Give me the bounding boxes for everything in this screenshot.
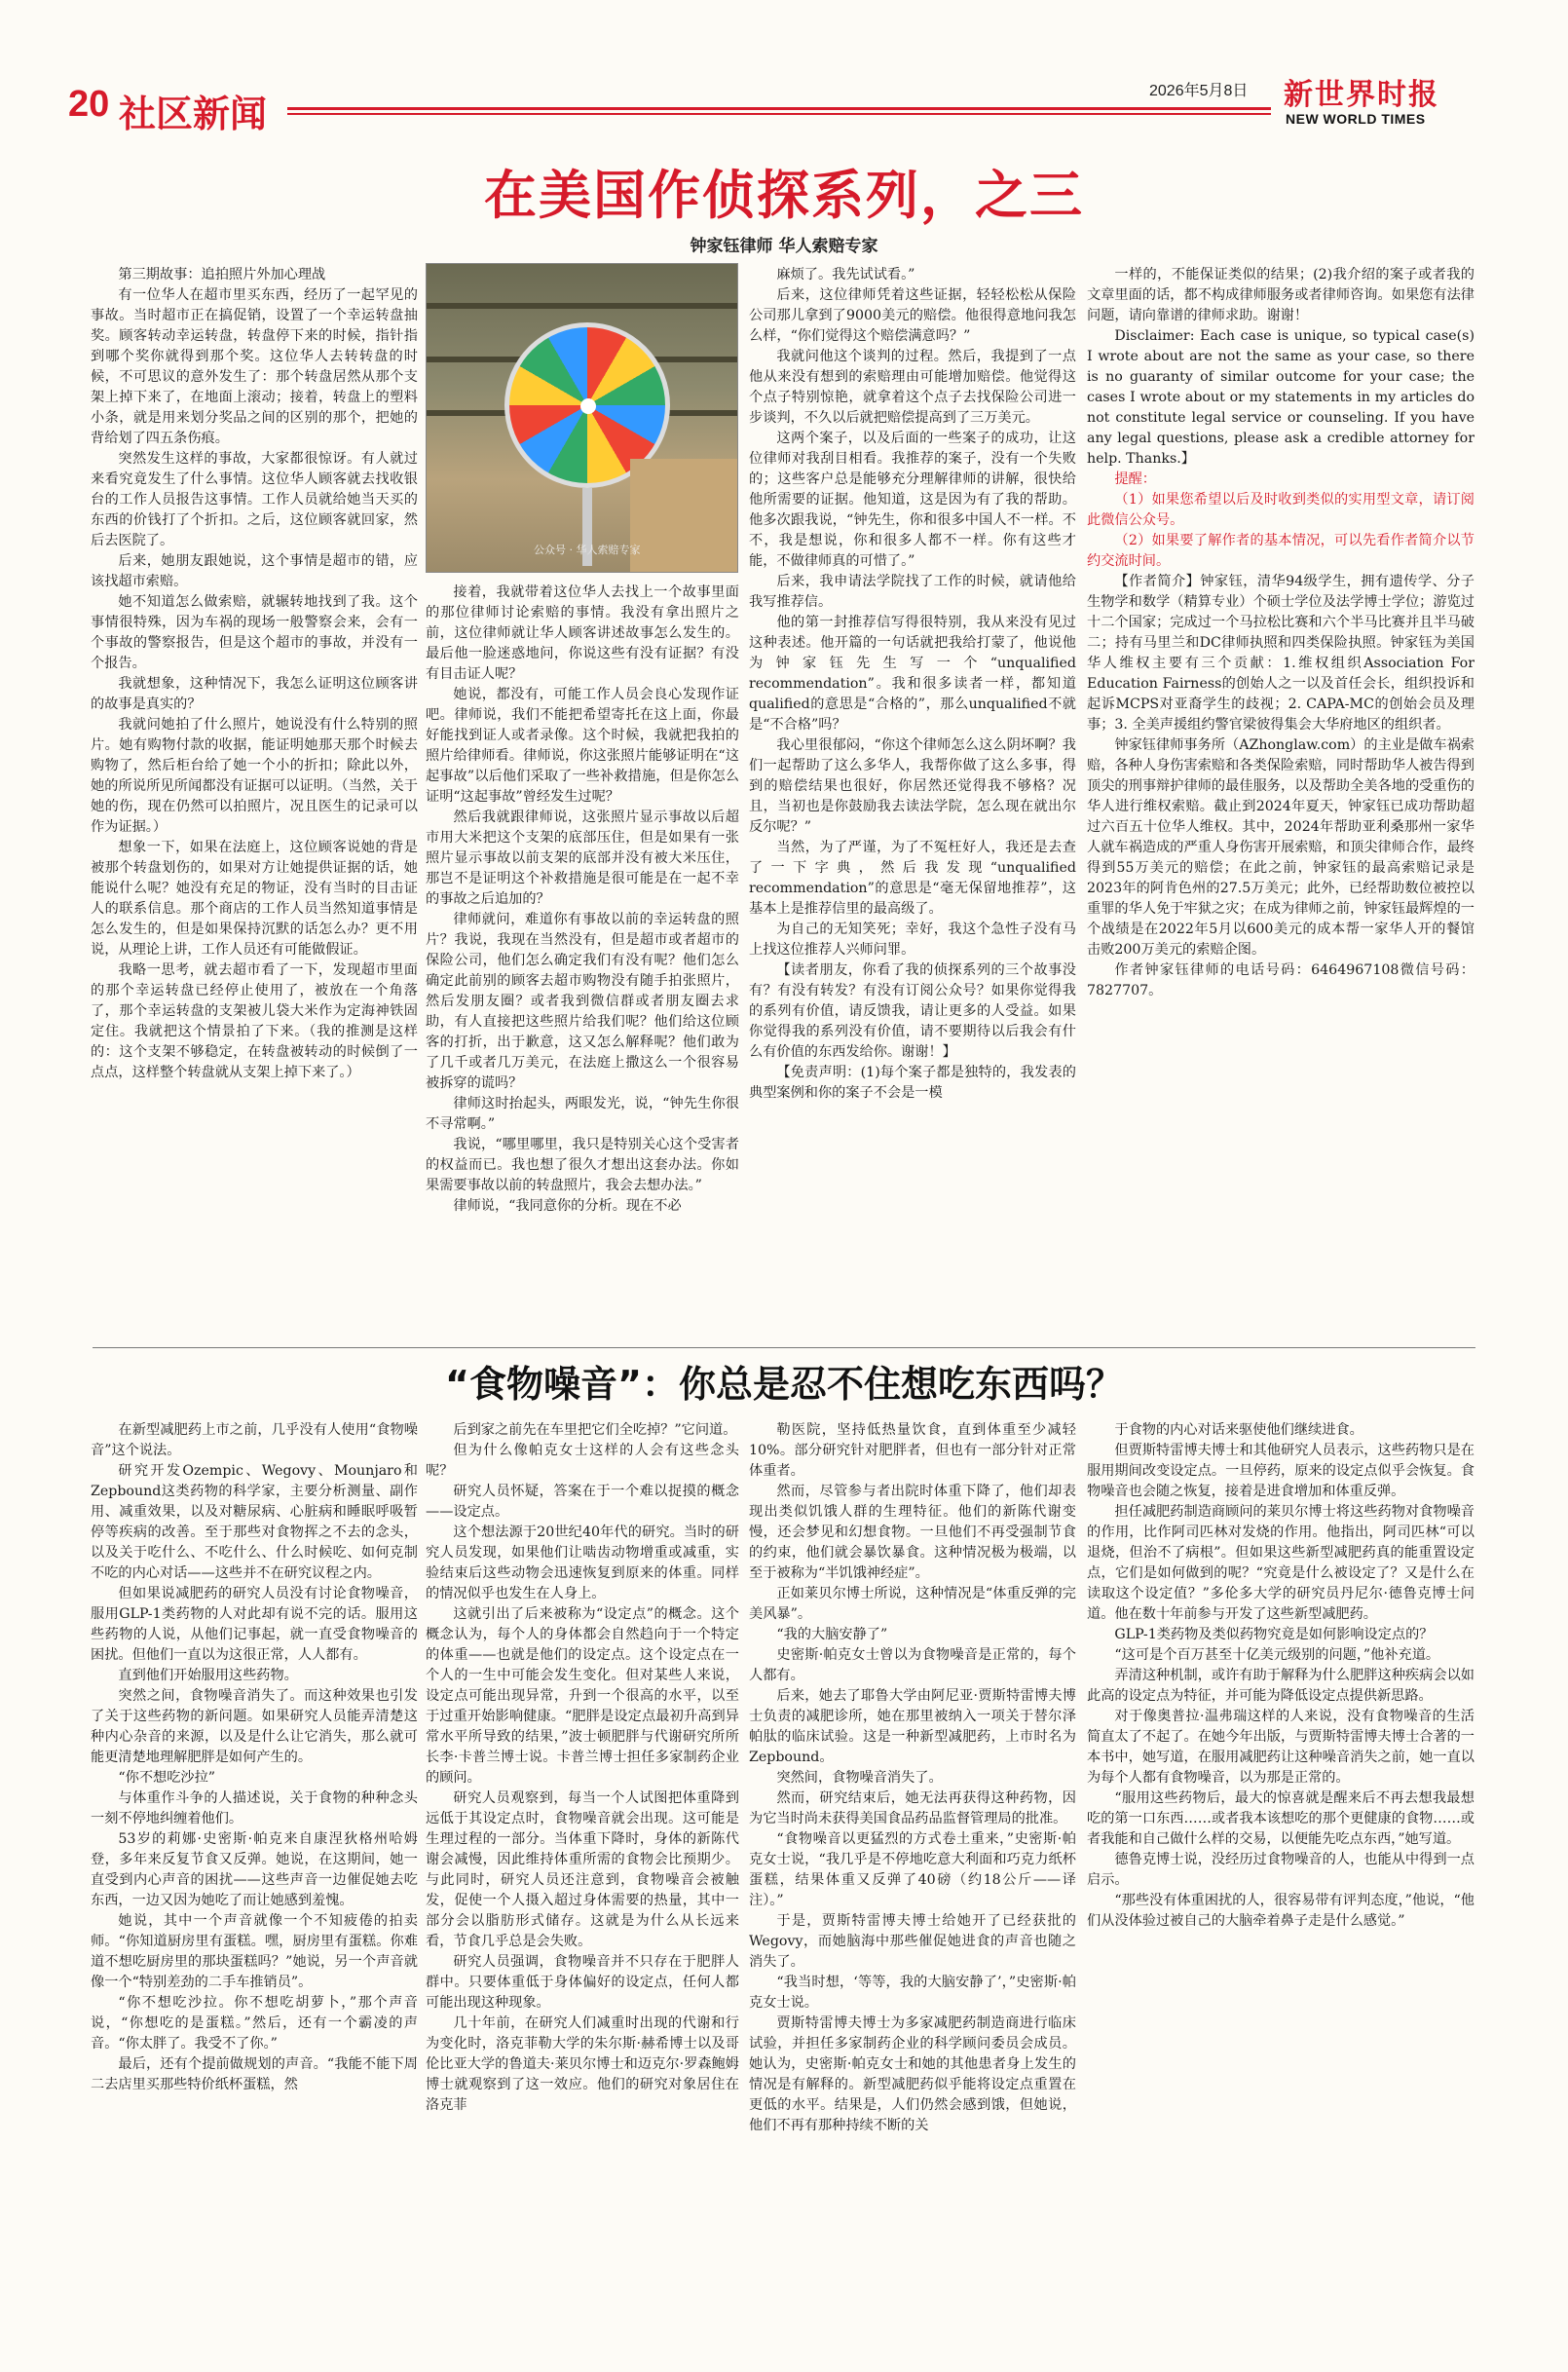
paragraph: 研究人员强调，食物噪音并不只存在于肥胖人群中。只要体重低于身体偏好的设定点，任何人都可能出现这种现象。 <box>426 1954 739 2011</box>
paragraph: 【作者简介】钟家钰，清华94级学生，拥有遗传学、分子生物学和数学（精算专业）个硕士学位及法学博士学位；游览过十二个国家；完成过一个马拉松比赛和六个半马比赛并且半马破二；持有马里兰和DC律师执照和四类保险执照。钟家钰为美国华人维权主要有三个贡献：1.维权组织Association For Education Fairness的创始人之一以及首任会长，组织投诉和起诉MCPS对亚裔学生的歧视；2. CAPA-MC的创始会员及理事；3. 全美声援组约警官梁彼得集会大华府地区的组织者。 <box>1087 574 1475 733</box>
newspaper-name-en: NEW WORLD TIMES <box>1286 111 1426 127</box>
paragraph: 【读者朋友，你看了我的侦探系列的三个故事没有？有没有转发？有没有订阅公众号？如果你觉得我的系列有价值，请反馈我，请让更多的人受益。如果你觉得我的系列没有价值，请不要期待以后我会有什么有价值的东西发给你。谢谢！】 <box>749 962 1076 1060</box>
article2-column-3 <box>749 1420 1076 2355</box>
paragraph: 于食物的内心对话来驱使他们继续进食。 <box>1114 1422 1363 1438</box>
section-title: 社区新闻 <box>119 93 268 135</box>
paragraph: 正如莱贝尔博士所说，这种情况是“体重反弹的完美风暴”。 <box>749 1586 1076 1622</box>
article-divider <box>93 1347 1475 1348</box>
masthead <box>68 78 1500 136</box>
paragraph: “服用这些药物后，最大的惊喜就是醒来后不再去想我最想吃的第一口东西……或者我本该想吃的那个更健康的食物……或者我能和自己做什么样的交易，以便能先吃点东西，”她写道。 <box>1087 1790 1475 1847</box>
paragraph: （1）如果您希望以后及时收到类似的实用型文章，请订阅此微信公众号。 <box>1087 492 1475 528</box>
paragraph: “我当时想，‘等等，我的大脑安静了’，”史密斯·帕克女士说。 <box>749 1975 1076 2011</box>
article1-byline: 钟家钰律师 华人索赔专家 <box>690 237 878 256</box>
article1-column-3 <box>749 265 1076 1330</box>
paragraph: 后来，我申请法学院找了工作的时候，就请他给我写推荐信。 <box>749 574 1076 610</box>
paragraph: 律师这时抬起头，两眼发光，说，“钟先生你很不寻常啊。” <box>426 1096 739 1132</box>
paragraph: 德鲁克博士说，没经历过食物噪音的人，也能从中得到一点启示。 <box>1087 1852 1475 1888</box>
issue-date: 2026年5月8日 <box>1149 83 1249 99</box>
paragraph: 几十年前，在研究人们减重时出现的代谢和行为变化时，洛克菲勒大学的朱尔斯·赫希博士以及哥伦比亚大学的鲁道夫·莱贝尔博士和迈克尔·罗森鲍姆博士就观察到了这一效应。他们的研究对象居住在洛克菲 <box>426 2015 739 2113</box>
paragraph: 突然之间，食物噪音消失了。而这种效果也引发了关于这些药物的新问题。如果研究人员能弄清楚这种内心杂音的来源，以及是什么让它消失，那么就可能更清楚地理解肥胖是如何产生的。 <box>91 1688 418 1765</box>
header-rule <box>287 107 1271 115</box>
paragraph: 我说，“哪里哪里，我只是特别关心这个受害者的权益而已。我也想了很久才想出这套办法。你如果需要事故以前的转盘照片，我会去想办法。” <box>426 1137 739 1193</box>
paragraph: GLP-1类药物及类似药物究竟是如何影响设定点的？ <box>1114 1627 1434 1642</box>
paragraph: 我就问他这个谈判的过程。然后，我提到了一点他从来没有想到的索赔理由可能增加赔偿。他觉得这个点子特别惊艳，就拿着这个点子去找保险公司进一步谈判，不久以后就把赔偿提高到了三万美元。 <box>749 349 1076 426</box>
paragraph: “食物噪音以更猛烈的方式卷土重来，”史密斯·帕克女士说，“我几乎是不停地吃意大利面和巧克力纸杯蛋糕，结果体重又反弹了40磅（约18公斤——译注）。” <box>749 1831 1076 1908</box>
paragraph: 研究人员观察到，每当一个人试图把体重降到远低于其设定点时，食物噪音就会出现。这可能是生理过程的一部分。当体重下降时，身体的新陈代谢会减慢，因此维持体重所需的食物会比预期少。与此同时，研究人员还注意到，食物噪音会被触发，促使一个人摄入超过身体需要的热量，其中一部分会以脂肪形式储存。这就是为什么从长远来看，节食几乎总是会失败。 <box>426 1790 739 1949</box>
paragraph: 然而，尽管参与者出院时体重下降了，他们却表现出类似饥饿人群的生理特征。他们的新陈代谢变慢，还会梦见和幻想食物。一旦他们不再受强制节食的约束，他们就会暴饮暴食。这种情况极为极端，以至于被称为“半饥饿神经症”。 <box>749 1484 1076 1581</box>
paragraph: 这就引出了后来被称为“设定点”的概念。这个概念认为，每个人的身体都会自然趋向于一个特定的体重——也就是他们的设定点。这个设定点在一个人的一生中可能会发生变化。但对某些人来说，设定点可能出现异常，升到一个很高的水平，以至于过重开始影响健康。“肥胖是设定点最初升高到异常水平所导致的结果，”波士顿肥胖与代谢研究所所长李·卡普兰博士说。卡普兰博士担任多家制药企业的顾问。 <box>426 1606 739 1786</box>
paragraph: Disclaimer: Each case is unique, so typical case(s) I wrote about are not the same as your case, so there is no guaranty of similar outcome for your case; the cases I wrote about or my statements in my articles do not constitute legal service or counseling. If you have any legal questions, please ask a credible attorney for help. Thanks.】 <box>1087 328 1475 467</box>
paragraph: 勒医院，坚持低热量饮食，直到体重至少减轻10%。部分研究针对肥胖者，但也有一部分针对正常体重者。 <box>749 1422 1076 1479</box>
paragraph: 但如果说减肥药的研究人员没有讨论食物噪音，服用GLP-1类药物的人对此却有说不完的话。服用这些药物的人说，从他们记事起，就一直受食物噪音的困扰。但他们一直以为这很正常，人人都有。 <box>91 1586 418 1663</box>
paragraph: 但为什么像帕克女士这样的人会有这些念头呢？ <box>426 1443 739 1479</box>
paragraph: 我就想象，这种情况下，我怎么证明这位顾客讲的故事是真实的？ <box>91 676 418 712</box>
paragraph: 突然发生这样的事故，大家都很惊讶。有人就过来看究竟发生了什么事情。这位华人顾客就去找收银台的工作人员报告这事情。工作人员就给她当天买的东西的价钱打了个折扣。之后，这位顾客就回家，然后去医院了。 <box>91 451 418 548</box>
paragraph: 钟家钰律师事务所（AZhonglaw.com）的主业是做车祸索赔，各种人身伤害索赔和各类保险索赔，同时帮助华人被告得到顶尖的刑事辩护律师的最佳服务，以及帮助全美各地的受重伤的华人进行维权索赔。截止到2024年夏天，钟家钰已成功帮助超过六百五十位华人维权。其中，2024年帮助亚利桑那州一家华人就车祸造成的严重人身伤害开展索赔，和顶尖律师合作，最终得到55万美元的赔偿；在此之前，钟家钰的最高索赔记录是2023年的阿肯色州的27.5万美元；此外，已经帮助数位被控以重罪的华人免于牢狱之灾；在成为律师之前，钟家钰最辉煌的一个战绩是在2022年5月以600美元的成本帮一家华人开的餐馆击败200万美元的索赔企图。 <box>1087 737 1475 958</box>
paragraph: 接着，我就带着这位华人去找上一个故事里面的那位律师讨论索赔的事情。我没有拿出照片之前，这位律师就让华人顾客讲述故事怎么发生的。最后他一脸迷惑地问，你说这些有没有证据？有没有目击证人呢？ <box>426 584 739 682</box>
article1-column-2 <box>426 583 739 1330</box>
paragraph: 弄清这种机制，或许有助于解释为什么肥胖这种疾病会以如此高的设定点为特征，并可能为降低设定点提供新思路。 <box>1087 1668 1475 1704</box>
article1-photo <box>426 263 738 573</box>
paragraph: 提醒： <box>1114 471 1156 487</box>
paragraph: 她说，都没有，可能工作人员会良心发现作证吧。律师说，我们不能把希望寄托在这上面，你最好能找到证人或者录像。这个时候，我就把我拍的照片给律师看。律师说，你这张照片能够证明在“这起事故”以后他们采取了一些补救措施，但是你怎么证明“这起事故”曾经发生过呢？ <box>426 687 739 805</box>
article1-column-4 <box>1087 265 1475 1330</box>
photo-watermark: 公众号 · 华人索赔专家 <box>534 544 641 556</box>
paragraph: 有一位华人在超市里买东西，经历了一起罕见的事故。当时超市正在搞促销，设置了一个幸运转盘抽奖。顾客转动幸运转盘，转盘停下来的时候，指针指到哪个奖你就得到那个奖。这位华人去转转盘的时候，不可思议的意外发生了：那个转盘居然从那个支架上掉下来了，在地面上滚动；接着，转盘上的塑料小条，就是用来划分奖品之间的区别的那个，把她的背给划了四五条伤痕。 <box>91 287 418 446</box>
paragraph: 作者钟家钰律师的电话号码：6464967108微信号码：7827707。 <box>1087 962 1475 998</box>
paragraph: “你不想吃沙拉” <box>118 1770 216 1786</box>
article1-title: 在美国作侦探系列，之三 <box>484 165 1084 226</box>
paragraph: 麻烦了。我先试试看。” <box>776 267 915 282</box>
paragraph: 【免责声明：(1)每个案子都是独特的，我发表的典型案例和你的案子不会是一模 <box>749 1065 1076 1101</box>
article2-title: “食物噪音”：你总是忍不住想吃东西吗？ <box>445 1363 1123 1406</box>
article2-column-2 <box>426 1420 739 2355</box>
paragraph: 一样的，不能保证类似的结果；(2)我介绍的案子或者我的文章里面的话，都不构成律师服务或者律师咨询。如果您有法律问题，请向靠谱的律师求助。谢谢！ <box>1087 267 1475 323</box>
paragraph: （2）如果要了解作者的基本情况，可以先看作者简介以节约交流时间。 <box>1087 533 1475 569</box>
paragraph: 研究开发Ozempic、Wegovy、Mounjaro和Zepbound这类药物的科学家，主要分析测量、副作用、减重效果，以及对糖尿病、心脏病和睡眠呼吸暂停等疾病的改善。至于那些对食物挥之不去的念头，以及关于吃什么、不吃什么、什么时候吃、如何克制不吃的内心对话——这些并不在研究议程之内。 <box>91 1463 418 1581</box>
paragraph: 她说，其中一个声音就像一个不知疲倦的拍卖师。“你知道厨房里有蛋糕。嘿，厨房里有蛋糕。你难道不想吃厨房里的那块蛋糕吗？”她说，另一个声音就像一个“特别差劲的二手车推销员”。 <box>91 1913 418 1990</box>
paragraph: “那些没有体重困扰的人，很容易带有评判态度，”他说，“他们从没体验过被自己的大脑牵着鼻子走是什么感觉。” <box>1087 1893 1475 1929</box>
paragraph: “你不想吃沙拉。你不想吃胡萝卜，”那个声音说，“你想吃的是蛋糕。”然后，还有一个霸凌的声音。“你太胖了。我受不了你。” <box>91 1995 418 2052</box>
paragraph: 最后，还有个提前做规划的声音。“我能不能下周二去店里买那些特价纸杯蛋糕，然 <box>91 2056 418 2092</box>
paragraph: 与体重作斗争的人描述说，关于食物的种种念头一刻不停地纠缠着他们。 <box>91 1790 418 1826</box>
paragraph: 然而，研究结束后，她无法再获得这种药物，因为它当时尚未获得美国食品药品监督管理局的批准。 <box>749 1790 1076 1826</box>
paragraph: 后来，她去了耶鲁大学由阿尼亚·贾斯特雷博夫博士负责的减肥诊所，她在那里被纳入一项关于替尔泽帕肽的临床试验。这是一种新型减肥药，上市时名为Zepbound。 <box>749 1688 1076 1765</box>
article2-column-4 <box>1087 1420 1475 2355</box>
paragraph: 为自己的无知笑死；幸好，我这个急性子没有马上找这位推荐人兴师问罪。 <box>749 922 1076 958</box>
paragraph: 想象一下，如果在法庭上，这位顾客说她的背是被那个转盘划伤的，如果对方让她提供证据的话，她能说什么呢？她没有充足的物证，没有当时的目击证人的联系信息。那个商店的工作人员当然知道事情是怎么发生的，但是如果保持沉默的话怎么办？更不用说，从理论上讲，工作人员还有可能做假证。 <box>91 840 418 958</box>
page-number: 20 <box>68 84 110 125</box>
paragraph: 后来，她朋友跟她说，这个事情是超市的错，应该找超市索赔。 <box>91 553 418 589</box>
paragraph: “我的大脑安静了” <box>776 1627 888 1642</box>
article1-column-1 <box>91 265 418 1330</box>
paragraph: 于是，贾斯特雷博夫博士给她开了已经获批的Wegovy，而她脑海中那些催促她进食的声音也随之消失了。 <box>749 1913 1076 1970</box>
paragraph: 贾斯特雷博夫博士为多家减肥药制造商进行临床试验，并担任多家制药企业的科学顾问委员会成员。她认为，史密斯·帕克女士和她的其他患者身上发生的情况是有解释的。新型减肥药似乎能将设定点重置在更低的水平。结果是，人们仍然会感到饿，但她说，他们不再有那种持续不断的关 <box>749 2015 1076 2133</box>
paragraph: 直到他们开始服用这些药物。 <box>118 1668 298 1683</box>
paragraph: 她不知道怎么做索赔，就辗转地找到了我。这个事情很特殊，因为车祸的现场一般警察会来，会有一个事故的警察报告，但是这个超市的事故，并没有一个报告。 <box>91 594 418 671</box>
paragraph: “这可是个百万甚至十亿美元级别的问题，”他补充道。 <box>1114 1647 1440 1663</box>
paragraph: 53岁的莉娜·史密斯·帕克来自康涅狄格州哈姆登，多年来反复节食又反弹。她说，在这期间，她一直受到内心声音的困扰——这些声音一边催促她去吃东西，一边又因为她吃了而让她感到羞愧。 <box>91 1831 418 1908</box>
paragraph: 担任减肥药制造商顾问的莱贝尔博士将这些药物对食物噪音的作用，比作阿司匹林对发烧的作用。他指出，阿司匹林“可以退烧，但治不了病根”。但如果这些新型减肥药真的能重置设定点，它们是如何做到的呢？“究竟是什么被设定了？又是什么在读取这个设定值？”多伦多大学的研究员丹尼尔·德鲁克博士问道。他在数十年前参与开发了这些新型减肥药。 <box>1087 1504 1475 1622</box>
newspaper-name: 新世界时报 <box>1284 78 1439 112</box>
paragraph: 但贾斯特雷博夫博士和其他研究人员表示，这些药物只是在服用期间改变设定点。一旦停药，原来的设定点似乎会恢复。食物噪音也会随之恢复，接着是进食增加和体重反弹。 <box>1087 1443 1475 1499</box>
paragraph: 律师就问，难道你有事故以前的幸运转盘的照片？我说，我现在当然没有，但是超市或者超市的保险公司，他们怎么确定我们有没有呢？他们怎么确定此前别的顾客去超市购物没有随手拍张照片，然后发朋友圈？或者我到微信群或者朋友圈去求助，有人直接把这些照片给我们呢？他们给这位顾客的打折，出于歉意，这又怎么解释呢？他们敢为了几千或者几万美元，在法庭上撒这么一个很容易被拆穿的谎吗？ <box>426 912 739 1091</box>
article2-column-1 <box>91 1420 418 2355</box>
paragraph: 当然，为了严谨，为了不冤枉好人，我还是去查了一下字典，然后我发现“unqualified recommendation”的意思是“毫无保留地推荐”，这基本上是推荐信里的最高级了。 <box>749 840 1076 917</box>
paragraph: 我就问她拍了什么照片，她说没有什么特别的照片。她有购物付款的收据，能证明她那天那个时候去购物了，然后柜台给了她一个小的折扣；除此以外，她的所说所见所闻都没有证据可以证明。（当然，关于她的伤，现在仍然可以拍照片，况且医生的记录可以作为证据。） <box>91 717 418 835</box>
paragraph: 这个想法源于20世纪40年代的研究。当时的研究人员发现，如果他们让啮齿动物增重或减重，实验结束后这些动物会迅速恢复到原来的体重。同样的情况似乎也发生在人身上。 <box>426 1525 739 1601</box>
paragraph: 突然间，食物噪音消失了。 <box>776 1770 943 1786</box>
paragraph: 他的第一封推荐信写得很特别，我从来没有见过这种表述。他开篇的一句话就把我给打蒙了，他说他为钟家钰先生写一个“unqualified recommendation”。我和很多读者一样，都知道qualified的意思是“合格的”，那么unqualified不就是“不合格”吗？ <box>749 615 1076 733</box>
paragraph: 史密斯·帕克女士曾以为食物噪音是正常的，每个人都有。 <box>749 1647 1076 1683</box>
paragraph: 我略一思考，就去超市看了一下，发现超市里面的那个幸运转盘已经停止使用了，被放在一个角落了，那个幸运转盘的支架被儿袋大米作为定海神铁固定住。我就把这个情景拍了下来。（我的推测是这样的：这个支架不够稳定，在转盘被转动的时候倒了一点点，这样整个转盘就从支架上掉下来了。） <box>91 962 418 1080</box>
paragraph: 后到家之前先在车里把它们全吃掉？”它问道。 <box>453 1422 737 1438</box>
paragraph: 第三期故事：追拍照片外加心理战 <box>118 267 326 282</box>
paragraph: 律师说，“我同意你的分析。现在不必 <box>453 1198 682 1214</box>
paragraph: 在新型减肥药上市之前，几乎没有人使用“食物噪音”这个说法。 <box>91 1422 418 1458</box>
paragraph: 研究人员怀疑，答案在于一个难以捉摸的概念——设定点。 <box>426 1484 739 1520</box>
paragraph: 这两个案子，以及后面的一些案子的成功，让这位律师对我刮目相看。我推荐的案子，没有一个失败的；这些客户总是能够充分理解律师的讲解，很快给他所需要的证据。他知道，这是因为有了我的帮助。他多次跟我说，“钟先生，你和很多中国人不一样。不不，我是想说，你和很多人都不一样。你有这些才能，不做律师真的可惜了。” <box>749 431 1076 569</box>
paragraph: 我心里很郁闷，“你这个律师怎么这么阴坏啊？我们一起帮助了这么多华人，我帮你做了这么多事，得到的赔偿结果也很好，你居然还觉得我不够格？况且，当初也是你鼓励我去读法学院，怎么现在就出尔反尔呢？” <box>749 737 1076 835</box>
paragraph: 然后我就跟律师说，这张照片显示事故以后超市用大米把这个支架的底部压住，但是如果有一张照片显示事故以前支架的底部并没有被大米压住，那岂不是证明这个补救措施是很可能是在一起不幸的事故之后追加的？ <box>426 809 739 907</box>
paragraph: 后来，这位律师凭着这些证据，轻轻松松从保险公司那儿拿到了9000美元的赔偿。他很得意地问我怎么样，“你们觉得这个赔偿满意吗？” <box>749 287 1076 344</box>
paragraph: 对于像奥普拉·温弗瑞这样的人来说，没有食物噪音的生活简直太了不起了。在她今年出版，与贾斯特雷博夫博士合著的一本书中，她写道，在服用减肥药让这种噪音消失之前，她一直以为每个人都有食物噪音，以为那是正常的。 <box>1087 1709 1475 1786</box>
